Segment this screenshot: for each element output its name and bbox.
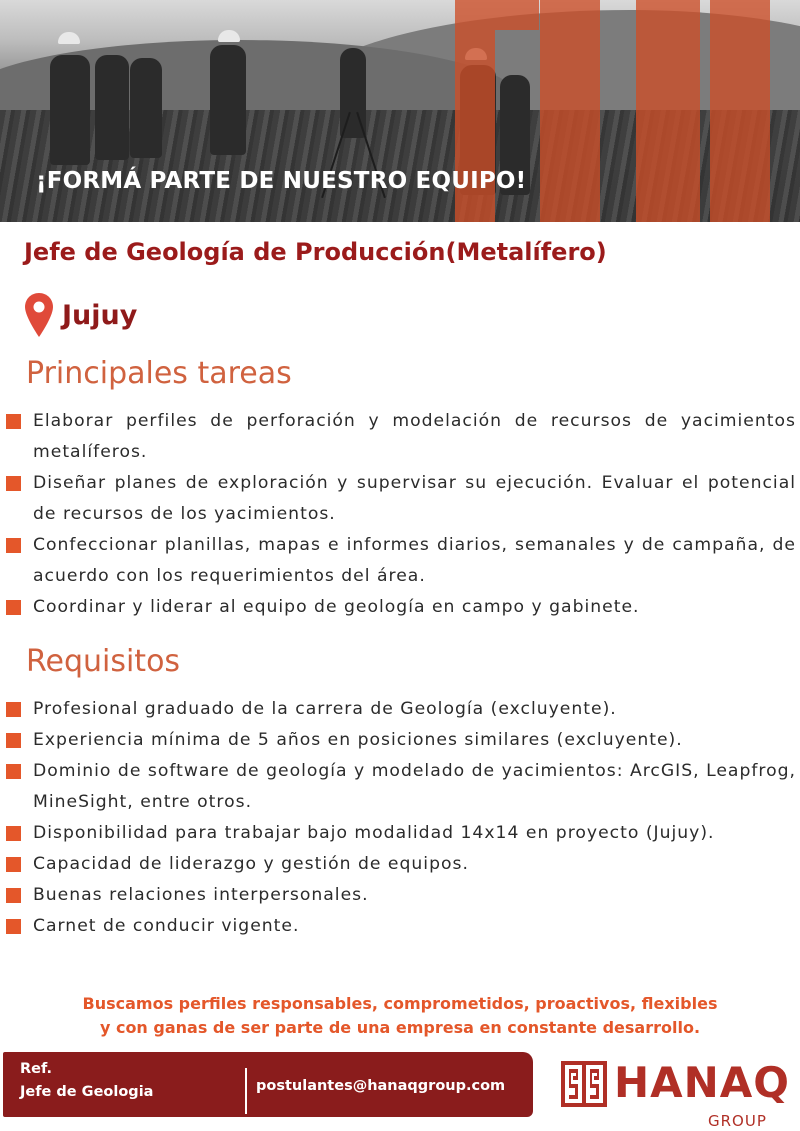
requirement-item: Carnet de conducir vigente. [6,911,796,942]
square-bullet-icon [6,538,21,553]
ref-label: Ref. [20,1061,53,1077]
hero-title: ¡FORMÁ PARTE DE NUESTRO EQUIPO! [36,168,527,194]
task-item: Confeccionar planillas, mapas e informes diarios, semanales y de campaña, de acuerdo con los requerimientos del área. [6,530,796,592]
hanaq-logo-icon [560,1060,608,1108]
hero-accent-bar [495,0,539,30]
footer-divider [245,1068,247,1114]
requirement-item: Buenas relaciones interpersonales. [6,880,796,911]
location-label: Jujuy [62,299,138,331]
square-bullet-icon [6,600,21,615]
logo-name: HANAQ [614,1058,791,1107]
requirement-item: Profesional graduado de la carrera de Geología (excluyente). [6,694,796,725]
square-bullet-icon [6,857,21,872]
task-item: Coordinar y liderar al equipo de geología en campo y gabinete. [6,592,796,623]
requirement-item: Experiencia mínima de 5 años en posiciones similares (excluyente). [6,725,796,756]
requirements-heading: Requisitos [26,644,181,679]
requirement-item: Disponibilidad para trabajar bajo modalidad 14x14 en proyecto (Jujuy). [6,818,796,849]
closing-line-1: Buscamos perfiles responsables, comprometidos, proactivos, flexibles [82,994,718,1013]
square-bullet-icon [6,733,21,748]
hero-person [210,45,246,155]
requirement-item: Capacidad de liderazgo y gestión de equipos. [6,849,796,880]
company-logo [560,1058,791,1130]
hero-helmet [58,32,80,44]
square-bullet-icon [6,826,21,841]
square-bullet-icon [6,414,21,429]
job-title: Jefe de Geología de Producción(Metalífero) [24,238,607,266]
hero-accent-bar [636,0,700,222]
map-pin-icon [24,292,54,338]
hero-banner [0,0,800,222]
hero-helmet [218,30,240,42]
task-item: Elaborar perfiles de perforación y modelación de recursos de yacimientos metalíferos. [6,406,796,468]
tasks-heading: Principales tareas [26,356,292,391]
logo-subtitle: GROUP [708,1112,767,1130]
requirement-item: Dominio de software de geología y modelado de yacimientos: ArcGIS, Leapfrog, MineSight, entre otros. [6,756,796,818]
ref-value: Jefe de Geologia [20,1084,154,1100]
hero-accent-bar [540,0,600,222]
square-bullet-icon [6,919,21,934]
job-location [24,292,137,338]
square-bullet-icon [6,702,21,717]
hero-accent-bar [710,0,770,222]
contact-email-link[interactable]: postulantes@hanaqgroup.com [256,1078,506,1094]
requirements-list [6,694,796,942]
hero-person [50,55,90,165]
square-bullet-icon [6,476,21,491]
closing-statement [0,992,800,1040]
tasks-list [6,406,796,623]
closing-line-2: y con ganas de ser parte de una empresa en constante desarrollo. [99,1018,701,1037]
square-bullet-icon [6,764,21,779]
task-item: Diseñar planes de exploración y supervisar su ejecución. Evaluar el potencial de recursos de los yacimientos. [6,468,796,530]
hero-person [130,58,162,158]
hero-person [95,55,129,160]
square-bullet-icon [6,888,21,903]
